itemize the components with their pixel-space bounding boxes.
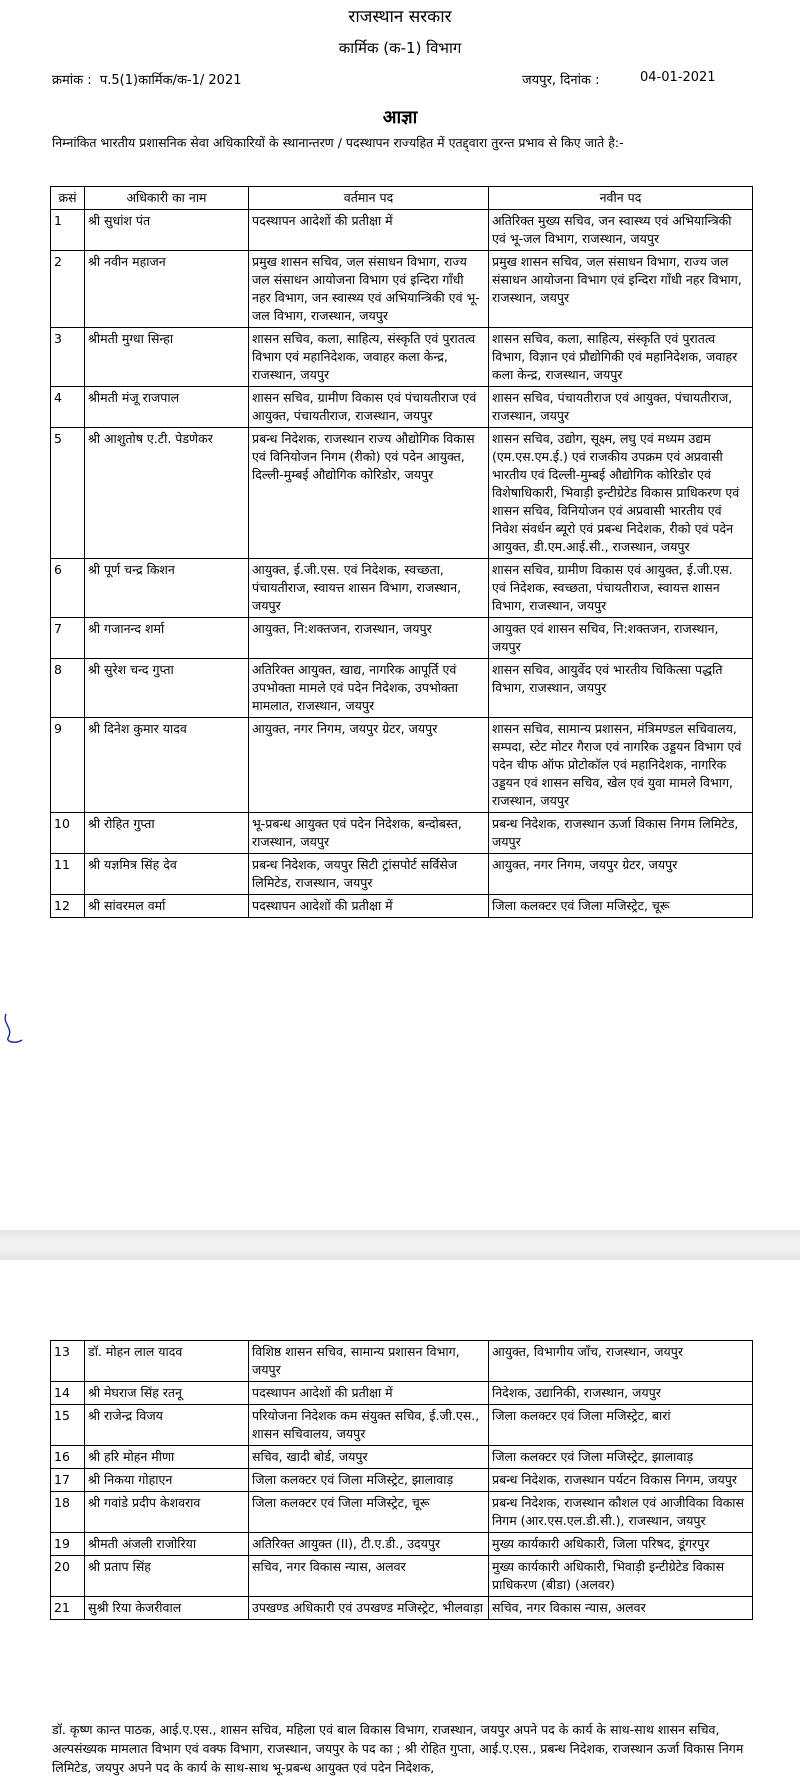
- table-row: [51, 1469, 753, 1492]
- new-post-cell: जिला कलक्टर एवं जिला मजिस्ट्रेट, चूरू: [489, 895, 753, 918]
- officer-name-cell: श्री दिनेश कुमार यादव: [85, 718, 249, 813]
- officer-name-cell: श्री राजेन्द्र विजय: [85, 1405, 249, 1446]
- current-post-cell: आयुक्त, नि:शक्तजन, राजस्थान, जयपुर: [249, 618, 489, 659]
- officer-name-cell: श्रीमती अंजली राजोरिया: [85, 1533, 249, 1556]
- officer-name-cell: श्री मेघराज सिंह रतनू: [85, 1382, 249, 1405]
- transfer-table-page-2: [50, 1340, 753, 1620]
- officer-name-cell: श्री गजानन्द शर्मा: [85, 618, 249, 659]
- serial-cell: 5: [51, 428, 85, 559]
- ref-label: क्रमांक :: [52, 73, 92, 88]
- new-post-cell: अतिरिक्त मुख्य सचिव, जन स्वास्थ्य एवं अभियान्त्रिकी एवं भू-जल विभाग, राजस्थान, जयपुर: [489, 210, 753, 251]
- officer-name-cell: श्री यज्ञमित्र सिंह देव: [85, 854, 249, 895]
- serial-cell: 13: [51, 1341, 85, 1382]
- serial-cell: 9: [51, 718, 85, 813]
- place-date-label: जयपुर, दिनांक :: [522, 73, 600, 88]
- officer-name-cell: श्री सुधांश पंत: [85, 210, 249, 251]
- header-new-post: नवीन पद: [489, 187, 753, 210]
- document-page-2: [0, 1260, 800, 1777]
- current-post-cell: शासन सचिव, ग्रामीण विकास एवं पंचायतीराज एवं आयुक्त, पंचायतीराज, राजस्थान, जयपुर: [249, 387, 489, 428]
- serial-cell: 21: [51, 1597, 85, 1620]
- current-post-cell: सचिव, खादी बोर्ड, जयपुर: [249, 1446, 489, 1469]
- officer-name-cell: श्री प्रताप सिंह: [85, 1556, 249, 1597]
- serial-cell: 16: [51, 1446, 85, 1469]
- table-row: [51, 1533, 753, 1556]
- signature-mark: [0, 1010, 24, 1050]
- department-heading: कार्मिक (क-1) विभाग: [338, 39, 462, 57]
- new-post-cell: शासन सचिव, ग्रामीण विकास एवं आयुक्त, ई.जी.एस. एवं निदेशक, स्वच्छता, पंचायतीराज, स्वायत्त शासन विभाग, राजस्थान, जयपुर: [489, 559, 753, 618]
- table-row: [51, 618, 753, 659]
- table-row: [51, 854, 753, 895]
- current-post-cell: पदस्थापन आदेशों की प्रतीक्षा में: [249, 210, 489, 251]
- table-row: [51, 251, 753, 328]
- table-row: [51, 813, 753, 854]
- header-current-post: वर्तमान पद: [249, 187, 489, 210]
- new-post-cell: आयुक्त, नगर निगम, जयपुर ग्रेटर, जयपुर: [489, 854, 753, 895]
- serial-cell: 15: [51, 1405, 85, 1446]
- current-post-cell: पदस्थापन आदेशों की प्रतीक्षा में: [249, 1382, 489, 1405]
- serial-cell: 4: [51, 387, 85, 428]
- table-row: [51, 1382, 753, 1405]
- serial-cell: 3: [51, 328, 85, 387]
- current-post-cell: प्रबन्ध निदेशक, राजस्थान राज्य औद्योगिक विकास एवं विनियोजन निगम (रीको) एवं पदेन आयुक्त, दिल्ली-मुम्बई औद्योगिक कोरिडोर, जयपुर: [249, 428, 489, 559]
- table-row: [51, 659, 753, 718]
- serial-cell: 18: [51, 1492, 85, 1533]
- header-officer-name: अधिकारी का नाम: [85, 187, 249, 210]
- current-post-cell: भू-प्रबन्ध आयुक्त एवं पदेन निदेशक, बन्दोबस्त, राजस्थान, जयपुर: [249, 813, 489, 854]
- table-row: [51, 387, 753, 428]
- table-row: [51, 328, 753, 387]
- table-row: [51, 1446, 753, 1469]
- header-serial: क्रसं: [51, 187, 85, 210]
- officer-name-cell: श्री आशुतोष ए.टी. पेडणेकर: [85, 428, 249, 559]
- ref-number: प.5(1)कार्मिक/क-1/ 2021: [99, 73, 242, 88]
- new-post-cell: मुख्य कार्यकारी अधिकारी, जिला परिषद, डूंगरपुर: [489, 1533, 753, 1556]
- new-post-cell: शासन सचिव, सामान्य प्रशासन, मंत्रिमण्डल सचिवालय, सम्पदा, स्टेट मोटर गैराज एवं नागरिक उड्डयन विभाग एवं पदेन चीफ ऑफ प्रोटोकॉल एवं महानिदेशक, नागरिक उड्डयन एवं शासन सचिव, खेल एवं युवा मामले विभाग, राजस्थान, जयपुर: [489, 718, 753, 813]
- current-post-cell: शासन सचिव, कला, साहित्य, संस्कृति एवं पुरातत्व विभाग एवं महानिदेशक, जवाहर कला केन्द्र, राजस्थान, जयपुर: [249, 328, 489, 387]
- new-post-cell: निदेशक, उद्यानिकी, राजस्थान, जयपुर: [489, 1382, 753, 1405]
- serial-cell: 1: [51, 210, 85, 251]
- table-body-page-1: [51, 210, 753, 918]
- serial-cell: 14: [51, 1382, 85, 1405]
- serial-cell: 8: [51, 659, 85, 718]
- transfer-table-page-1: [50, 186, 753, 918]
- new-post-cell: आयुक्त, विभागीय जाँच, राजस्थान, जयपुर: [489, 1341, 753, 1382]
- table-row: [51, 1341, 753, 1382]
- serial-cell: 10: [51, 813, 85, 854]
- new-post-cell: आयुक्त एवं शासन सचिव, नि:शक्तजन, राजस्थान, जयपुर: [489, 618, 753, 659]
- new-post-cell: प्रबन्ध निदेशक, राजस्थान ऊर्जा विकास निगम लिमिटेड, जयपुर: [489, 813, 753, 854]
- table-row: [51, 428, 753, 559]
- serial-cell: 6: [51, 559, 85, 618]
- serial-cell: 19: [51, 1533, 85, 1556]
- officer-name-cell: श्री गवांडे प्रदीप केशवराव: [85, 1492, 249, 1533]
- footer-note: डॉ. कृष्ण कान्त पाठक, आई.ए.एस., शासन सचिव, महिला एवं बाल विकास विभाग, राजस्थान, जयपुर अपने पद के कार्य के साथ-साथ शासन सचिव, अल्पसंख्यक मामलात विभाग एवं वक्फ विभाग, राजस्थान, जयपुर के पद का ; श्री रोहित गुप्ता, आई.ए.एस., प्रबन्ध निदेशक, राजस्थान ऊर्जा विकास निगम लिमिटेड, जयपुर अपने पद के कार्य के साथ-साथ भू-प्रबन्ध आयुक्त एवं पदेन निदेशक,: [52, 1722, 744, 1775]
- new-post-cell: सचिव, नगर विकास न्यास, अलवर: [489, 1597, 753, 1620]
- current-post-cell: जिला कलक्टर एवं जिला मजिस्ट्रेट, झालावाड़: [249, 1469, 489, 1492]
- new-post-cell: मुख्य कार्यकारी अधिकारी, भिवाड़ी इन्टीग्रेटेड विकास प्राधिकरण (बीडा) (अलवर): [489, 1556, 753, 1597]
- current-post-cell: आयुक्त, नगर निगम, जयपुर ग्रेटर, जयपुर: [249, 718, 489, 813]
- current-post-cell: प्रबन्ध निदेशक, जयपुर सिटी ट्रांसपोर्ट सर्विसेज लिमिटेड, राजस्थान, जयपुर: [249, 854, 489, 895]
- serial-cell: 12: [51, 895, 85, 918]
- officer-name-cell: श्री पूर्ण चन्द्र किशन: [85, 559, 249, 618]
- government-heading: राजस्थान सरकार: [348, 7, 452, 27]
- table-body-page-2: [51, 1341, 753, 1620]
- new-post-cell: प्रमुख शासन सचिव, जल संसाधन विभाग, राज्य जल संसाधन आयोजना विभाग एवं इन्दिरा गाँधी नहर विभाग, राजस्थान, जयपुर: [489, 251, 753, 328]
- current-post-cell: अतिरिक्त आयुक्त, खाद्य, नागरिक आपूर्ति एवं उपभोक्ता मामले एवं पदेन निदेशक, उपभोक्ता मामलात, राजस्थान, जयपुर: [249, 659, 489, 718]
- current-post-cell: प्रमुख शासन सचिव, जल संसाधन विभाग, राज्य जल संसाधन आयोजना विभाग एवं इन्दिरा गाँधी नहर विभाग, जन स्वास्थ्य एवं अभियान्त्रिकी एवं भू-जल विभाग, राजस्थान, जयपुर: [249, 251, 489, 328]
- new-post-cell: शासन सचिव, उद्योग, सूक्ष्म, लघु एवं मध्यम उद्यम (एम.एस.एम.ई.) एवं राजकीय उपक्रम एवं अप्रवासी भारतीय एवं दिल्ली-मुम्बई औद्योगिक कोरिडोर एवं विशेषाधिकारी, भिवाड़ी इन्टीग्रेटेड विकास प्राधिकरण एवं शासन सचिव, विनियोजन एवं अप्रवासी भारतीय एवं निवेश संवर्धन ब्यूरो एवं प्रबन्ध निदेशक, रीको एवं पदेन आयुक्त, डी.एम.आई.सी., राजस्थान, जयपुर: [489, 428, 753, 559]
- officer-name-cell: सुश्री रिया केजरीवाल: [85, 1597, 249, 1620]
- current-post-cell: सचिव, नगर विकास न्यास, अलवर: [249, 1556, 489, 1597]
- current-post-cell: विशिष्ठ शासन सचिव, सामान्य प्रशासन विभाग, जयपुर: [249, 1341, 489, 1382]
- new-post-cell: जिला कलक्टर एवं जिला मजिस्ट्रेट, बारां: [489, 1405, 753, 1446]
- new-post-cell: प्रबन्ध निदेशक, राजस्थान कौशल एवं आजीविका विकास निगम (आर.एस.एल.डी.सी.), राजस्थान, जयपुर: [489, 1492, 753, 1533]
- table-row: [51, 1492, 753, 1533]
- new-post-cell: शासन सचिव, पंचायतीराज एवं आयुक्त, पंचायतीराज, राजस्थान, जयपुर: [489, 387, 753, 428]
- table-row: [51, 895, 753, 918]
- officer-name-cell: श्री नवीन महाजन: [85, 251, 249, 328]
- new-post-cell: जिला कलक्टर एवं जिला मजिस्ट्रेट, झालावाड़: [489, 1446, 753, 1469]
- serial-cell: 17: [51, 1469, 85, 1492]
- table-row: [51, 718, 753, 813]
- serial-cell: 20: [51, 1556, 85, 1597]
- order-title: आज्ञा: [382, 107, 418, 128]
- officer-name-cell: श्री हरि मोहन मीणा: [85, 1446, 249, 1469]
- current-post-cell: अतिरिक्त आयुक्त (II), टी.ए.डी., उदयपुर: [249, 1533, 489, 1556]
- new-post-cell: शासन सचिव, आयुर्वेद एवं भारतीय चिकित्सा पद्धति विभाग, राजस्थान, जयपुर: [489, 659, 753, 718]
- officer-name-cell: श्री निकया गोहाएन: [85, 1469, 249, 1492]
- current-post-cell: आयुक्त, ई.जी.एस. एवं निदेशक, स्वच्छता, पंचायतीराज, स्वायत्त शासन विभाग, राजस्थान, जयपुर: [249, 559, 489, 618]
- table-row: [51, 210, 753, 251]
- serial-cell: 2: [51, 251, 85, 328]
- current-post-cell: जिला कलक्टर एवं जिला मजिस्ट्रेट, चूरू: [249, 1492, 489, 1533]
- table-row: [51, 559, 753, 618]
- current-post-cell: उपखण्ड अधिकारी एवं उपखण्ड मजिस्ट्रेट, भीलवाड़ा: [249, 1597, 489, 1620]
- officer-name-cell: श्री रोहित गुप्ता: [85, 813, 249, 854]
- current-post-cell: पदस्थापन आदेशों की प्रतीक्षा में: [249, 895, 489, 918]
- table-header-row: [51, 187, 753, 210]
- officer-name-cell: श्रीमती मुग्धा सिन्हा: [85, 328, 249, 387]
- page-separator: [0, 1230, 800, 1260]
- new-post-cell: प्रबन्ध निदेशक, राजस्थान पर्यटन विकास निगम, जयपुर: [489, 1469, 753, 1492]
- table-row: [51, 1597, 753, 1620]
- officer-name-cell: डॉ. मोहन लाल यादव: [85, 1341, 249, 1382]
- new-post-cell: शासन सचिव, कला, साहित्य, संस्कृति एवं पुरातत्व विभाग, विज्ञान एवं प्रौद्योगिकी एवं महानिदेशक, जवाहर कला केन्द्र, राजस्थान, जयपुर: [489, 328, 753, 387]
- current-post-cell: परियोजना निदेशक कम संयुक्त सचिव, ई.जी.एस., शासन सचिवालय, जयपुर: [249, 1405, 489, 1446]
- officer-name-cell: श्री सुरेश चन्द गुप्ता: [85, 659, 249, 718]
- serial-cell: 7: [51, 618, 85, 659]
- table-row: [51, 1556, 753, 1597]
- table-row: [51, 1405, 753, 1446]
- order-date: 04-01-2021: [640, 70, 716, 85]
- officer-name-cell: श्री सांवरमल वर्मा: [85, 895, 249, 918]
- intro-text: निम्नांकित भारतीय प्रशासनिक सेवा अधिकारियों के स्थानान्तरण / पदस्थापन राज्यहित में एतद्द्वारा तुरन्त प्रभाव से किए जाते है:-: [52, 135, 624, 150]
- officer-name-cell: श्रीमती मंजू राजपाल: [85, 387, 249, 428]
- serial-cell: 11: [51, 854, 85, 895]
